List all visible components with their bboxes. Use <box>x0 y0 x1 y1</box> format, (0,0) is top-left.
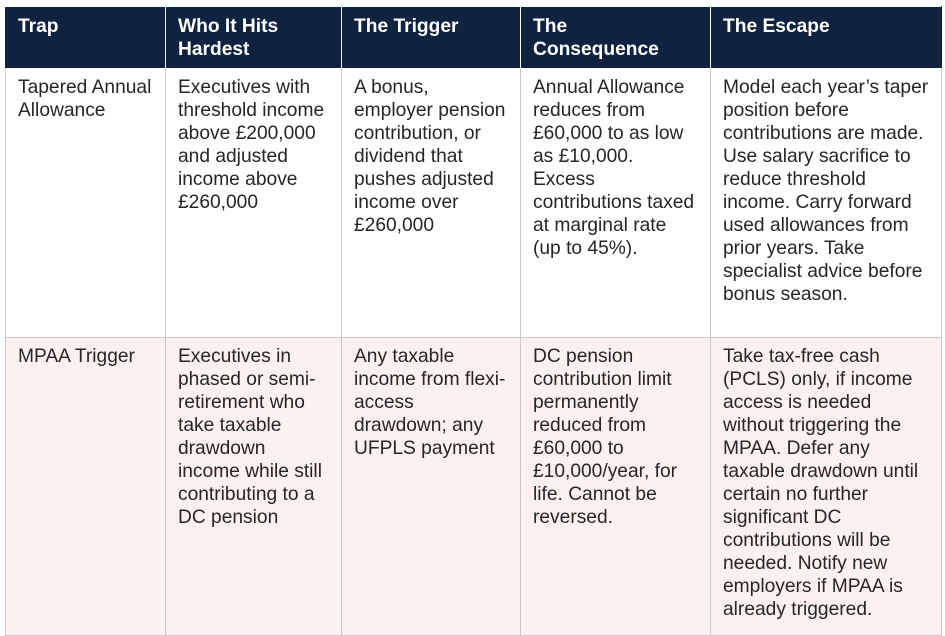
header-the-trigger: The Trigger <box>342 7 521 69</box>
header-trap: Trap <box>6 7 166 69</box>
header-the-consequence: The Consequence <box>521 7 711 69</box>
cell-trap: Tapered Annual Allowance <box>6 69 166 338</box>
header-row <box>6 7 942 69</box>
cell-escape: Take tax-free cash (PCLS) only, if income access is needed without triggering the MPAA. Defer any taxable drawdown until certain no further significant DC contributions will be needed. Notify new employers if MPAA is already triggered. <box>711 338 942 636</box>
cell-consequence: DC pension contribution limit permanently reduced from £60,000 to £10,000/year, for life. Cannot be reversed. <box>521 338 711 636</box>
cell-trigger: A bonus, employer pension contribution, or dividend that pushes adjusted income over £260,000 <box>342 69 521 338</box>
cell-trap: MPAA Trigger <box>6 338 166 636</box>
cell-trigger: Any taxable income from flexi-access drawdown; any UFPLS payment <box>342 338 521 636</box>
table-row <box>6 69 942 338</box>
cell-consequence: Annual Allowance reduces from £60,000 to as low as £10,000. Excess contributions taxed at marginal rate (up to 45%). <box>521 69 711 338</box>
cell-who: Executives in phased or semi-retirement who take taxable drawdown income while still contributing to a DC pension <box>166 338 342 636</box>
cell-escape: Model each year’s taper position before contributions are made. Use salary sacrifice to reduce threshold income. Carry forward used allowances from prior years. Take specialist advice before bonus season. <box>711 69 942 338</box>
table-header <box>6 7 942 69</box>
header-the-escape: The Escape <box>711 7 942 69</box>
pension-traps-table <box>5 6 942 636</box>
cell-who: Executives with threshold income above £200,000 and adjusted income above £260,000 <box>166 69 342 338</box>
header-who-it-hits-hardest: Who It Hits Hardest <box>166 7 342 69</box>
table-body <box>6 69 942 636</box>
table-row <box>6 338 942 636</box>
